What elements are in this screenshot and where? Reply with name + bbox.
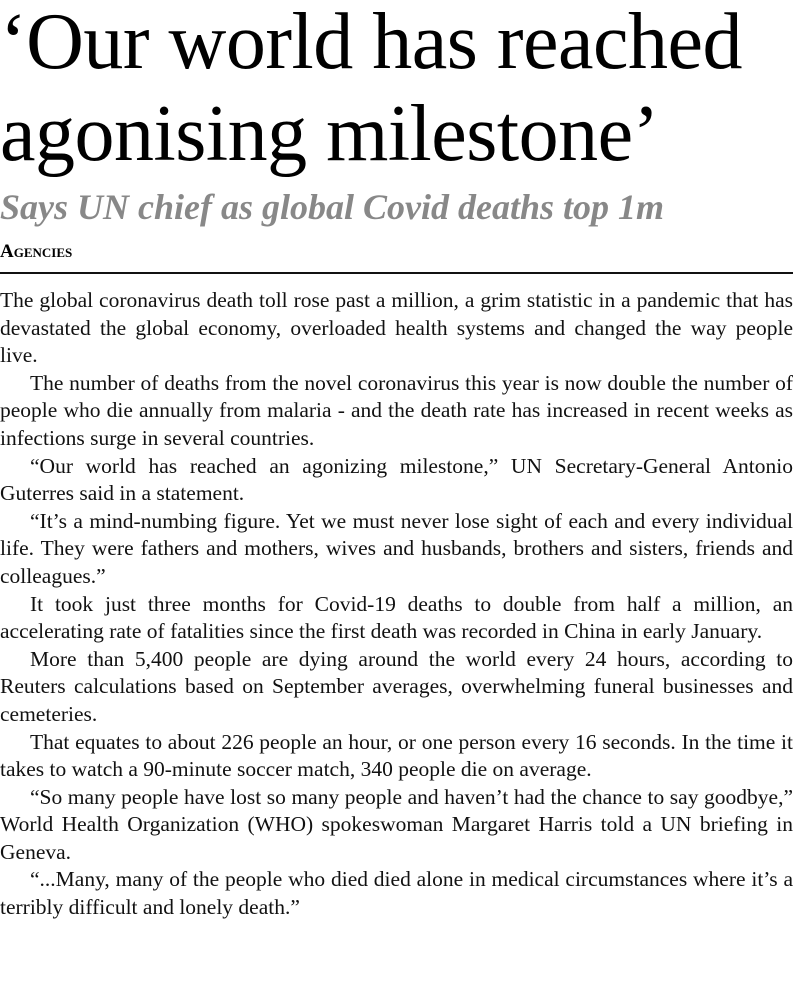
paragraph-7: That equates to about 226 people an hour, or one person every 16 seconds. In the time it takes to watch a 90-minute soccer match, 340 people die on average. — [0, 729, 793, 782]
headline — [0, 0, 793, 180]
subheadline: Says UN chief as global Covid deaths top 1m — [0, 187, 664, 227]
paragraph-5: It took just three months for Covid-19 deaths to double from half a million, an accelerating rate of fatalities since the first death was recorded in China in early January. — [0, 591, 793, 644]
article-body — [0, 287, 793, 922]
headline-line-1: ‘Our world has reached — [0, 0, 743, 86]
paragraph-8: “So many people have lost so many people and haven’t had the chance to say goodbye,” World Health Organization (WHO) spokeswoman Margaret Harris told a UN briefing in Geneva. — [0, 784, 793, 864]
headline-line-2: agonising milestone’ — [0, 90, 659, 178]
byline: Agencies — [0, 241, 73, 262]
divider-rule — [0, 272, 793, 274]
paragraph-6: More than 5,400 people are dying around the world every 24 hours, according to Reuters calculations based on September averages, overwhelming funeral businesses and cemeteries. — [0, 646, 793, 726]
paragraph-1: The global coronavirus death toll rose past a million, a grim statistic in a pandemic that has devastated the global economy, overloaded health systems and changed the way people live. — [0, 288, 793, 368]
paragraph-3: “Our world has reached an agonizing milestone,” UN Secretary-General Antonio Guterres said in a statement. — [0, 453, 793, 506]
paragraph-9: “...Many, many of the people who died died alone in medical circumstances where it’s a terribly difficult and lonely death.” — [0, 867, 793, 920]
paragraph-4: “It’s a mind-numbing figure. Yet we must never lose sight of each and every individual life. They were fathers and mothers, wives and husbands, brothers and sisters, friends and colleagues.” — [0, 508, 793, 588]
paragraph-2: The number of deaths from the novel coronavirus this year is now double the number of people who die annually from malaria - and the death rate has increased in recent weeks as infections surge in several countries. — [0, 370, 793, 450]
